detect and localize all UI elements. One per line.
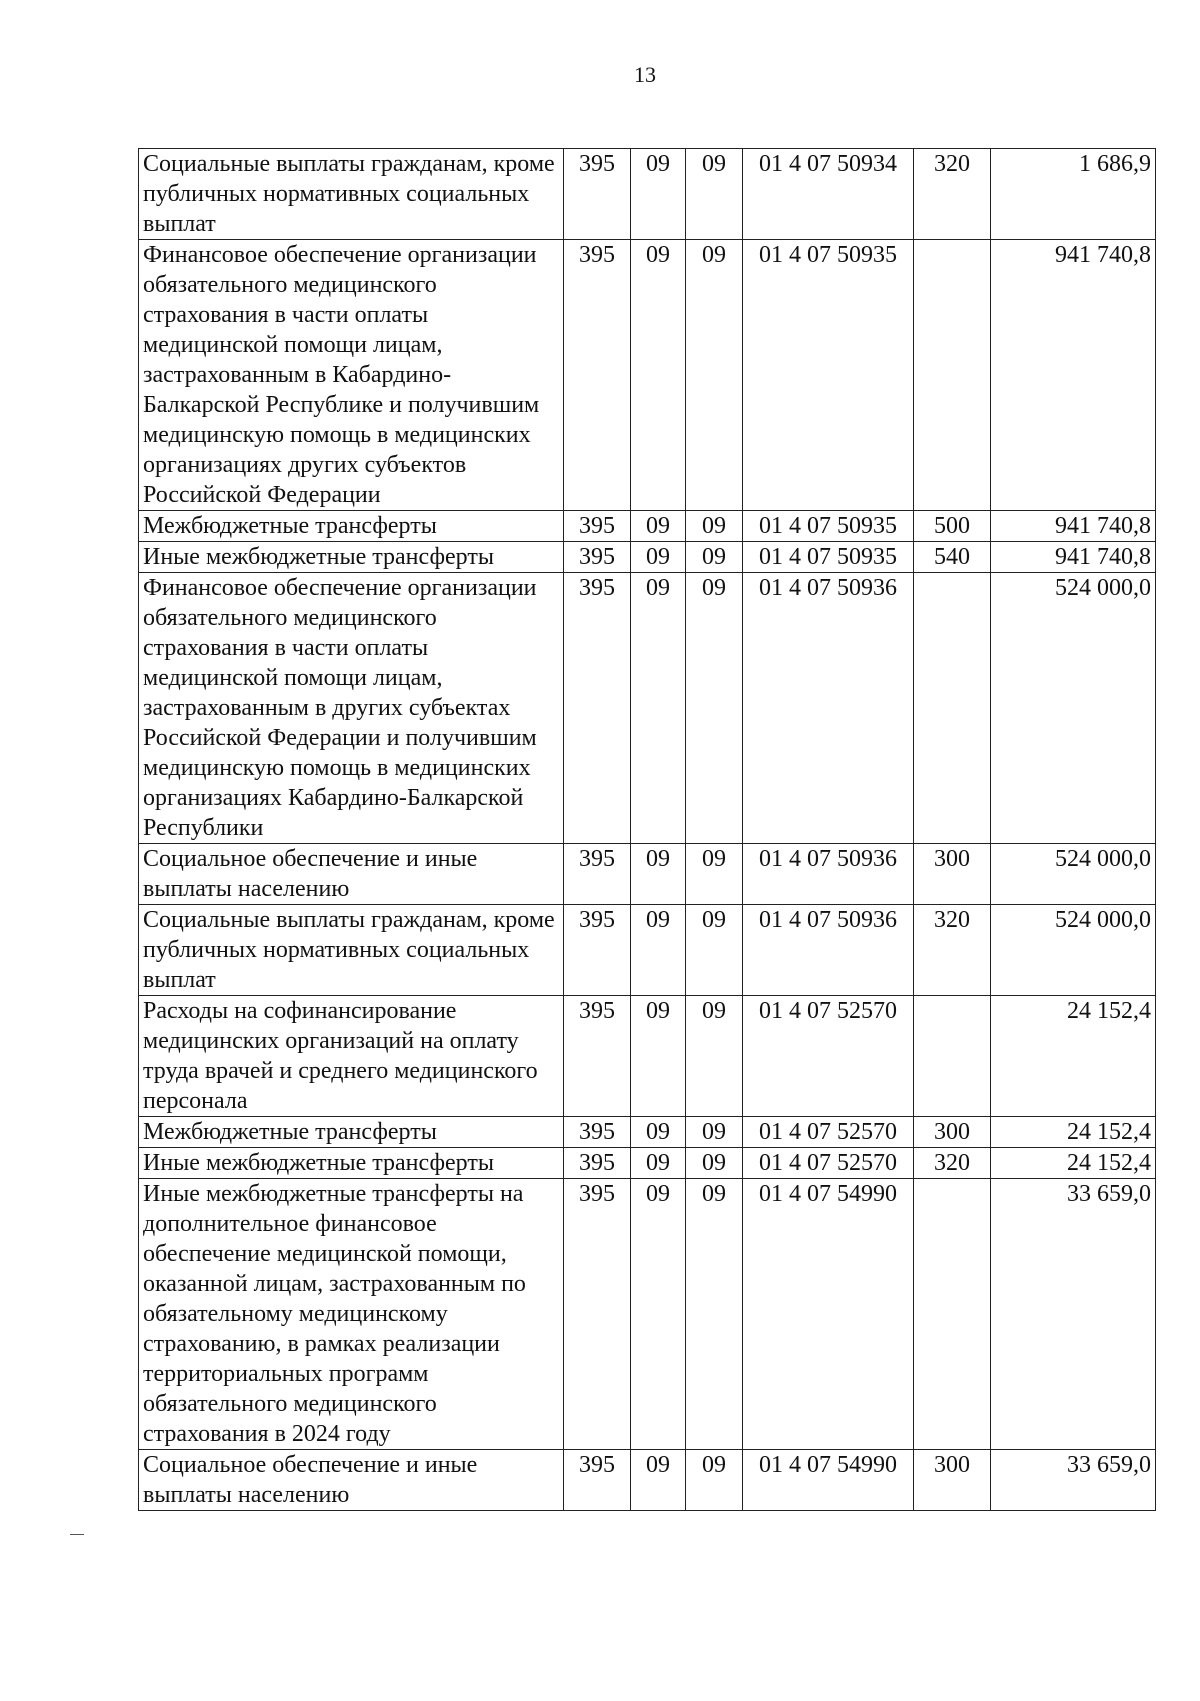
row-vr: 320 xyxy=(914,149,991,240)
row-gr: 395 xyxy=(564,1450,631,1511)
row-gr: 395 xyxy=(564,1148,631,1179)
table-row xyxy=(139,542,1156,573)
row-description: Межбюджетные трансферты xyxy=(139,511,564,542)
row-description: Финансовое обеспечение организации обязательного медицинского страхования в части оплаты медицинской помощи лицам, застрахованным в других субъектах Российской Федерации и получившим медицинскую помощь в медицинских организациях Кабардино-Балкарской Республики xyxy=(139,573,564,844)
table-row xyxy=(139,1148,1156,1179)
row-amount: 524 000,0 xyxy=(991,573,1156,844)
row-csr: 01 4 07 50934 xyxy=(743,149,914,240)
row-amount: 24 152,4 xyxy=(991,1148,1156,1179)
margin-mark xyxy=(70,1534,84,1535)
row-csr: 01 4 07 50935 xyxy=(743,240,914,511)
table-row xyxy=(139,149,1156,240)
row-description: Социальное обеспечение и иные выплаты населению xyxy=(139,844,564,905)
row-description: Социальные выплаты гражданам, кроме публичных нормативных социальных выплат xyxy=(139,905,564,996)
row-rz: 09 xyxy=(631,1179,686,1450)
row-gr: 395 xyxy=(564,511,631,542)
row-pr: 09 xyxy=(686,1117,743,1148)
row-csr: 01 4 07 54990 xyxy=(743,1179,914,1450)
row-vr xyxy=(914,240,991,511)
row-rz: 09 xyxy=(631,511,686,542)
table-row xyxy=(139,240,1156,511)
row-pr: 09 xyxy=(686,511,743,542)
row-rz: 09 xyxy=(631,844,686,905)
row-rz: 09 xyxy=(631,573,686,844)
row-rz: 09 xyxy=(631,149,686,240)
row-rz: 09 xyxy=(631,542,686,573)
row-pr: 09 xyxy=(686,149,743,240)
row-pr: 09 xyxy=(686,573,743,844)
row-gr: 395 xyxy=(564,1179,631,1450)
row-rz: 09 xyxy=(631,905,686,996)
row-csr: 01 4 07 50935 xyxy=(743,542,914,573)
row-amount: 941 740,8 xyxy=(991,542,1156,573)
row-rz: 09 xyxy=(631,1450,686,1511)
row-amount: 941 740,8 xyxy=(991,511,1156,542)
row-csr: 01 4 07 52570 xyxy=(743,996,914,1117)
row-csr: 01 4 07 50936 xyxy=(743,844,914,905)
row-description: Иные межбюджетные трансферты xyxy=(139,542,564,573)
row-pr: 09 xyxy=(686,1148,743,1179)
table-row xyxy=(139,996,1156,1117)
row-amount: 1 686,9 xyxy=(991,149,1156,240)
row-csr: 01 4 07 50936 xyxy=(743,573,914,844)
row-vr xyxy=(914,573,991,844)
row-description: Социальные выплаты гражданам, кроме публичных нормативных социальных выплат xyxy=(139,149,564,240)
row-pr: 09 xyxy=(686,905,743,996)
row-csr: 01 4 07 50935 xyxy=(743,511,914,542)
row-vr: 300 xyxy=(914,1117,991,1148)
row-description: Межбюджетные трансферты xyxy=(139,1117,564,1148)
row-amount: 524 000,0 xyxy=(991,905,1156,996)
table-row xyxy=(139,1179,1156,1450)
row-csr: 01 4 07 52570 xyxy=(743,1117,914,1148)
row-gr: 395 xyxy=(564,996,631,1117)
row-vr: 320 xyxy=(914,905,991,996)
row-csr: 01 4 07 54990 xyxy=(743,1450,914,1511)
row-pr: 09 xyxy=(686,1179,743,1450)
row-amount: 24 152,4 xyxy=(991,1117,1156,1148)
table-row xyxy=(139,573,1156,844)
row-description: Иные межбюджетные трансферты xyxy=(139,1148,564,1179)
row-vr: 320 xyxy=(914,1148,991,1179)
page-number: 13 xyxy=(634,62,656,87)
row-rz: 09 xyxy=(631,1117,686,1148)
row-gr: 395 xyxy=(564,542,631,573)
row-rz: 09 xyxy=(631,996,686,1117)
row-gr: 395 xyxy=(564,905,631,996)
row-vr: 300 xyxy=(914,844,991,905)
table-row xyxy=(139,844,1156,905)
budget-table xyxy=(138,148,1156,1511)
row-pr: 09 xyxy=(686,844,743,905)
row-gr: 395 xyxy=(564,240,631,511)
row-gr: 395 xyxy=(564,1117,631,1148)
row-amount: 24 152,4 xyxy=(991,996,1156,1117)
row-vr: 500 xyxy=(914,511,991,542)
row-vr xyxy=(914,996,991,1117)
row-pr: 09 xyxy=(686,1450,743,1511)
row-vr xyxy=(914,1179,991,1450)
row-amount: 524 000,0 xyxy=(991,844,1156,905)
table-row xyxy=(139,1117,1156,1148)
row-amount: 33 659,0 xyxy=(991,1450,1156,1511)
row-amount: 941 740,8 xyxy=(991,240,1156,511)
row-pr: 09 xyxy=(686,240,743,511)
row-description: Иные межбюджетные трансферты на дополнительное финансовое обеспечение медицинской помощи, оказанной лицам, застрахованным по обязательному медицинскому страхованию, в рамках реализации территориальных программ обязательного медицинского страхования в 2024 году xyxy=(139,1179,564,1450)
row-gr: 395 xyxy=(564,573,631,844)
row-vr: 540 xyxy=(914,542,991,573)
table-row xyxy=(139,905,1156,996)
table-row xyxy=(139,1450,1156,1511)
row-description: Социальное обеспечение и иные выплаты населению xyxy=(139,1450,564,1511)
row-pr: 09 xyxy=(686,996,743,1117)
row-gr: 395 xyxy=(564,149,631,240)
row-amount: 33 659,0 xyxy=(991,1179,1156,1450)
row-rz: 09 xyxy=(631,240,686,511)
row-vr: 300 xyxy=(914,1450,991,1511)
row-csr: 01 4 07 52570 xyxy=(743,1148,914,1179)
table-row xyxy=(139,511,1156,542)
row-pr: 09 xyxy=(686,542,743,573)
row-rz: 09 xyxy=(631,1148,686,1179)
row-description: Расходы на софинансирование медицинских организаций на оплату труда врачей и среднего медицинского персонала xyxy=(139,996,564,1117)
row-gr: 395 xyxy=(564,844,631,905)
row-csr: 01 4 07 50936 xyxy=(743,905,914,996)
row-description: Финансовое обеспечение организации обязательного медицинского страхования в части оплаты медицинской помощи лицам, застрахованным в Кабардино-Балкарской Республике и получившим медицинскую помощь в медицинских организациях других субъектов Российской Федерации xyxy=(139,240,564,511)
